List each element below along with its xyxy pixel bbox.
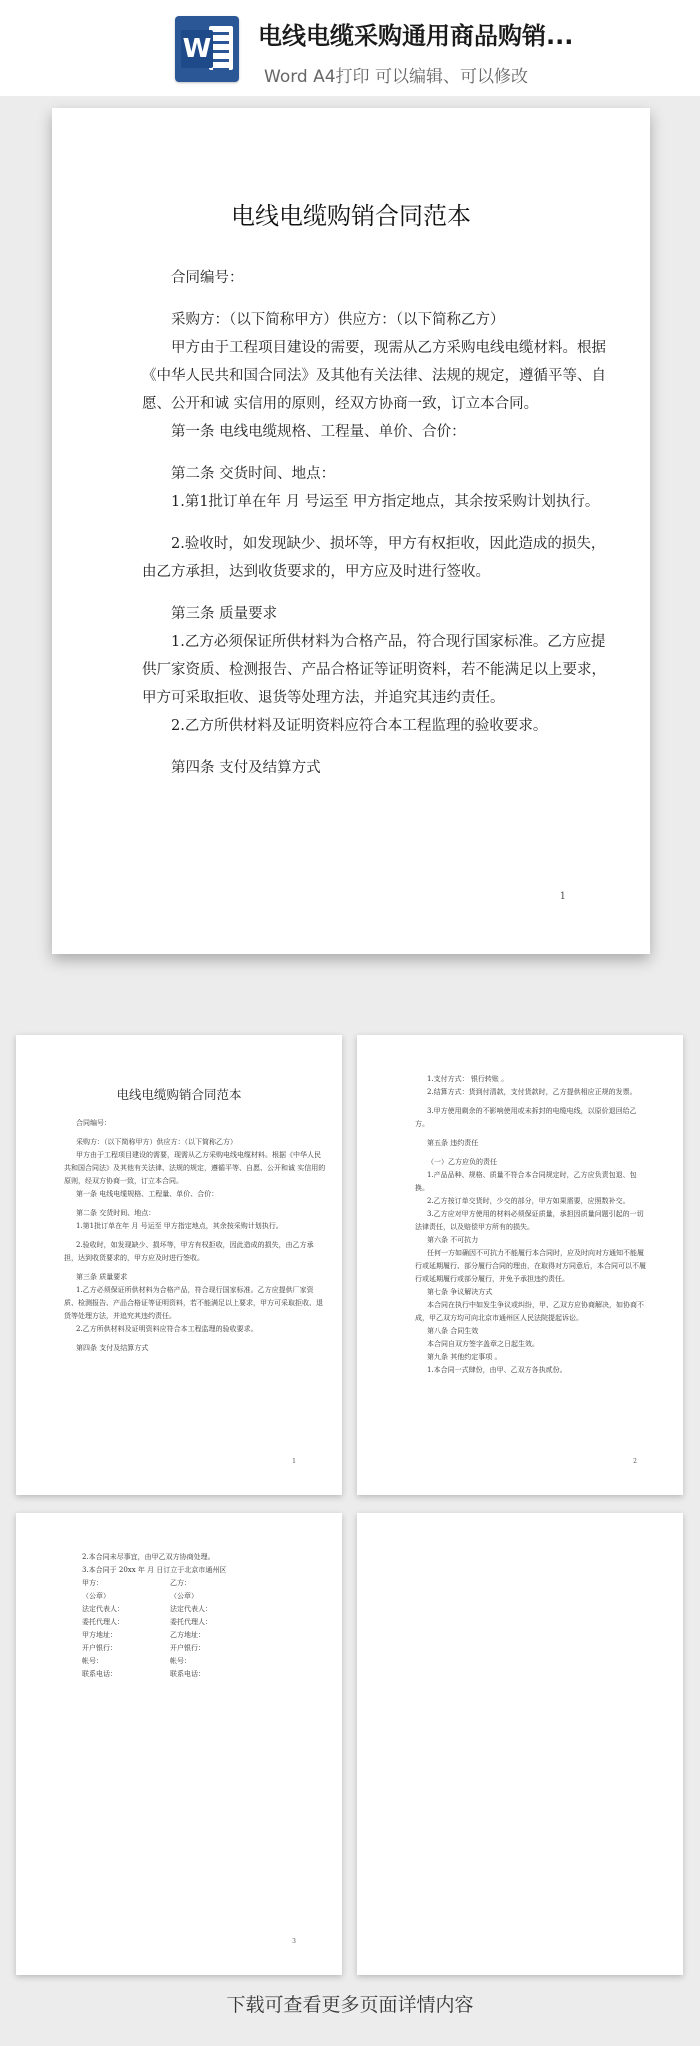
thumbnail-page-3[interactable] — [16, 1513, 342, 1975]
article-3-item-1: 1.乙方必须保证所供材料为合格产品，符合现行国家标准。乙方应提供厂家资质、检测报告、产品合格证等证明资料，若不能满足以上要求，甲方可采取拒收、退货等处理方法，并追究其违约责任。 — [142, 634, 606, 706]
thumb-line: 合同编号： — [76, 1119, 111, 1127]
header-bar — [0, 0, 700, 96]
thumbnail-page-3-body — [82, 1551, 302, 1681]
thumb-line: 采购方：（以下简称甲方）供应方：（以下简称乙方） — [76, 1138, 237, 1146]
signature-row: 联系电话： 联系电话： — [82, 1670, 205, 1678]
signature-row: 委托代理人： 委托代理人： — [82, 1618, 212, 1626]
thumbnail-page-number: 2 — [633, 1458, 637, 1465]
thumbnail-page-1-body — [64, 1117, 326, 1355]
thumb-line: 1.乙方必须保证所供材料为合格产品，符合现行国家标准。乙方应提供厂家资质、检测报告、产品合格证等证明资料，若不能满足以上要求，甲方可采取拒收、退货等处理方法，并追究其违约责任。 — [64, 1286, 323, 1320]
word-file-icon — [175, 16, 239, 82]
thumb-line: 1.第1批订单在年 月 号运至 甲方指定地点，其余按采购计划执行。 — [76, 1222, 283, 1230]
article-3-item-2: 2.乙方所供材料及证明资料应符合本工程监理的验收要求。 — [171, 718, 548, 734]
thumb-line: 本合同自双方签字盖章之日起生效。 — [427, 1340, 539, 1348]
thumb-line: 任何一方如确因不可抗力不能履行本合同时，应及时向对方通知不能履行或延期履行、部分履行合同的理由，在取得对方同意后，本合同可以不履行或延期履行或部分履行，并免予承担违约责任。 — [415, 1249, 646, 1283]
thumb-line: 第六条 不可抗力 — [427, 1236, 479, 1244]
signature-row: 甲方： 乙方： — [82, 1579, 191, 1587]
thumb-line: 第七条 争议解决方式 — [427, 1288, 493, 1296]
thumb-line: 2.验收时，如发现缺少、损坏等，甲方有权拒收，因此造成的损失，由乙方承担，达到收货要求的，甲方应及时进行签收。 — [64, 1241, 314, 1262]
document-title: 电线电缆采购通用商品购销... — [258, 22, 574, 50]
thumb-line: （一）乙方应负的责任 — [427, 1158, 497, 1166]
article-2-item-2: 2.验收时，如发现缺少、损坏等，甲方有权拒收，因此造成的损失，由乙方承担，达到收货要求的，甲方应及时进行签收。 — [142, 536, 606, 580]
signature-row: 帐号： 帐号： — [82, 1657, 191, 1665]
signature-row: 甲方地址： 乙方地址： — [82, 1631, 205, 1639]
thumbnail-page-blank — [357, 1513, 683, 1975]
thumb-line: 第九条 其他约定事项 。 — [427, 1353, 502, 1361]
thumb-line: 第四条 支付及结算方式 — [76, 1344, 149, 1352]
thumb-line: 1.支付方式： 银行转账 。 — [427, 1075, 509, 1083]
thumb-line: 本合同在执行中如发生争议或纠纷，甲、乙双方应协商解决，如协商不成，甲乙双方均可向北京市通州区人民法院提起诉讼。 — [415, 1301, 644, 1322]
thumb-line: 第八条 合同生效 — [427, 1327, 479, 1335]
thumbnail-page-number: 1 — [292, 1458, 296, 1465]
signature-row: 法定代表人： 法定代表人： — [82, 1605, 212, 1613]
article-1-heading: 第一条 电线电缆规格、工程量、单价、合价： — [171, 424, 466, 440]
download-more-prompt[interactable]: 下载可查看更多页面详情内容 — [226, 1994, 474, 2016]
preamble-paragraph: 甲方由于工程项目建设的需要，现需从乙方采购电线电缆材料。根据《中华人民共和国合同法》及其他有关法律、法规的规定，遵循平等、自愿、公开和诚 实信用的原则，经双方协商一致，订立本合同。 — [142, 340, 606, 412]
thumb-line: 2.乙方所供材料及证明资料应符合本工程监理的验收要求。 — [76, 1325, 258, 1333]
thumb-line: 2.结算方式：货到付清款，支付货款时，乙方提供相应正规的发票。 — [427, 1088, 637, 1096]
page-1-body — [142, 264, 612, 782]
article-2-heading: 第二条 交货时间、地点： — [171, 466, 336, 482]
article-2-item-1: 1.第1批订单在年 月 号运至 甲方指定地点，其余按采购计划执行。 — [171, 494, 600, 510]
article-4-heading: 第四条 支付及结算方式 — [171, 760, 321, 776]
thumb-line: 2.本合同未尽事宜，由甲乙双方协商处理。 — [82, 1553, 215, 1561]
parties-line: 采购方：（以下简称甲方）供应方：（以下简称乙方） — [171, 312, 505, 328]
page-number: 1 — [559, 891, 566, 902]
thumb-line: 第一条 电线电缆规格、工程量、单价、合价： — [76, 1190, 219, 1198]
thumb-line: 第二条 交货时间、地点： — [76, 1209, 156, 1217]
thumb-line: 1.本合同一式肆份，由甲、乙双方各执贰份。 — [427, 1366, 567, 1374]
document-subtitle: Word A4打印 可以编辑、可以修改 — [264, 67, 528, 87]
thumb-line: 3.本合同于 20xx 年 月 日订立于北京市通州区 — [82, 1566, 227, 1574]
signature-row: （公章） （公章） — [82, 1592, 198, 1600]
signature-row: 开户银行： 开户银行： — [82, 1644, 205, 1652]
thumb-line: 2.乙方按订单交货时，少交的部分，甲方如果需要，应照数补交。 — [427, 1197, 630, 1205]
thumb-line: 3.乙方应对甲方使用的材料必须保证质量，承担因质量问题引起的一切法律责任，以及赔偿甲方所有的损失。 — [415, 1210, 644, 1231]
thumbnail-page-2[interactable] — [357, 1035, 683, 1495]
contract-number-line: 合同编号： — [171, 270, 244, 286]
thumbnail-contract-title: 电线电缆购销合同范本 — [116, 1087, 242, 1102]
word-letter: W — [181, 30, 213, 68]
contract-title: 电线电缆购销合同范本 — [231, 202, 471, 230]
thumb-line: 第三条 质量要求 — [76, 1273, 128, 1281]
thumb-line: 甲方由于工程项目建设的需要，现需从乙方采购电线电缆材料。根据《中华人民共和国合同法》及其他有关法律、法规的规定，遵循平等、自愿、公开和诚 实信用的原则，经双方协商一致，订立本合同。 — [64, 1151, 326, 1185]
thumbnail-page-number: 3 — [292, 1938, 296, 1945]
preview-page-1-large[interactable] — [52, 108, 650, 954]
thumb-line: 第五条 违约责任 — [427, 1139, 479, 1147]
thumb-line: 3.甲方使用剩余的不影响使用或未拆封的电缆电线，以原价退回给乙方。 — [415, 1107, 637, 1128]
article-3-heading: 第三条 质量要求 — [171, 606, 278, 622]
thumbnail-page-2-body — [415, 1073, 647, 1377]
thumbnail-page-1[interactable] — [16, 1035, 342, 1495]
thumb-line: 1.产品品种、规格、质量不符合本合同规定时，乙方应负责包退、包换。 — [415, 1171, 637, 1192]
